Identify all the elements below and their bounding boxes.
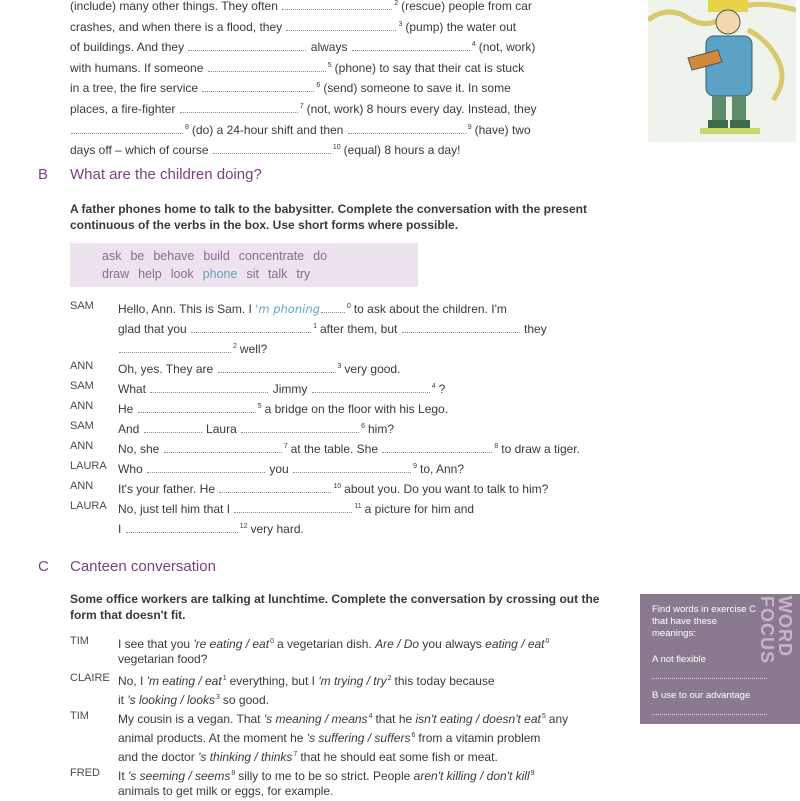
verb-choice[interactable]: 's looking / looks xyxy=(127,693,216,707)
word-focus-prompt: Find words in exercise C that have these meanings: xyxy=(652,604,757,639)
dialogue-line: it 's looking / looks$^3$ so good. xyxy=(118,693,269,707)
section-b-letter: B xyxy=(38,166,49,183)
dialogue-line: $^2$ well? xyxy=(70,337,630,357)
answer-blank[interactable] xyxy=(147,461,265,473)
verb-word: talk xyxy=(267,267,288,281)
paragraph-line: with humans. If someone $^5$ (phone) to say that their cat is stuck xyxy=(70,60,525,75)
section-b-instruction: A father phones home to talk to the babysitter. Complete the conversation with the present continuous of the verbs in the box. Use short forms where possible. xyxy=(70,202,587,232)
paragraph-line: crashes, and when there is a flood, they $^3$ (pump) the water out xyxy=(70,19,517,34)
fire-fighter-illustration xyxy=(648,0,796,142)
dialogue-line: glad that you $^1$ after them, but they xyxy=(118,322,547,336)
answer-blank[interactable] xyxy=(286,19,396,31)
answer-blank[interactable] xyxy=(208,60,326,72)
word-focus-title: WORD FOCUS xyxy=(757,596,795,664)
verb-choice[interactable]: 'm eating / eat xyxy=(146,674,222,688)
answer-blank[interactable] xyxy=(352,39,470,51)
answer-blank[interactable] xyxy=(71,122,183,134)
verb-row-1 xyxy=(102,249,336,263)
speaker-label: LAURA xyxy=(70,460,107,472)
dialogue-line: ANN It's your father. He $^{10}$ about you. Do you want to talk to him? xyxy=(70,477,630,497)
answer-blank[interactable] xyxy=(126,521,238,533)
dialogue-line: ANN He $^5$ a bridge on the floor with his Lego. xyxy=(70,397,630,417)
answer-blank[interactable] xyxy=(138,401,256,413)
dialogue-line: SAM Hello, Ann. This is Sam. I 'm phoning $^0$ to ask about the children. I'm xyxy=(70,297,630,317)
answer-blank[interactable] xyxy=(293,461,411,473)
verb-choice[interactable]: 'm trying / try xyxy=(318,674,387,688)
answer-blank[interactable] xyxy=(191,321,311,333)
answer-blank[interactable] xyxy=(119,341,231,353)
answer-blank[interactable] xyxy=(180,101,298,113)
verb-word: look xyxy=(170,267,194,281)
word-focus-item-a: A not flexible xyxy=(652,654,706,665)
section-b-title: What are the children doing? xyxy=(70,166,262,183)
section-c-dialogue xyxy=(70,632,630,800)
verb-word: concentrate xyxy=(238,249,305,263)
speaker-label: CLAIRE xyxy=(70,672,110,684)
answer-blank[interactable] xyxy=(202,80,314,92)
verb-word: be xyxy=(130,249,145,263)
word-focus-box xyxy=(640,594,800,724)
speaker-label: LAURA xyxy=(70,500,107,512)
paragraph-line: in a tree, the fire service $^6$ (send) someone to save it. In some xyxy=(70,81,511,96)
verb-word: build xyxy=(203,249,230,263)
speaker-label: ANN xyxy=(70,440,94,452)
exercise-a-paragraph xyxy=(70,0,590,160)
answer-blank[interactable] xyxy=(382,441,492,453)
answer-line xyxy=(652,678,767,679)
paragraph-line: (include) many other things. They often $^2$ (rescue) people from car xyxy=(70,0,532,13)
verb-choice[interactable]: 's seeming / seems xyxy=(128,769,231,783)
example-answer: 'm phoning xyxy=(255,302,320,316)
dialogue-line: TIM I see that you 're eating / eat$^0$ a vegetarian dish. Are / Do you always eating / eat$^0$ xyxy=(70,632,630,650)
verb-word: ask xyxy=(102,249,122,263)
section-c-letter: C xyxy=(38,558,49,575)
answer-blank[interactable] xyxy=(219,481,331,493)
dialogue-line: animal products. At the moment he 's suffering / suffers$^6$ from a vitamin problem xyxy=(118,731,541,745)
dialogue-line: ANN Oh, yes. They are $^3$ very good. xyxy=(70,357,630,377)
dialogue-line: SAM What Jimmy $^4$ ? xyxy=(70,377,630,397)
paragraph-line: of buildings. And they always $^4$ (not, work) xyxy=(70,40,536,55)
verb-choice[interactable]: isn't eating / doesn't eat xyxy=(415,712,541,726)
paragraph-line: days off – which of course $^{10}$ (equal) 8 hours a day! xyxy=(70,143,461,158)
dialogue-line: I $^{12}$ very hard. xyxy=(118,522,304,536)
verb-word: do xyxy=(313,249,328,263)
dialogue-line: vegetarian food? xyxy=(118,652,208,666)
answer-blank[interactable] xyxy=(188,39,306,51)
answer-blank[interactable] xyxy=(241,421,359,433)
answer-line xyxy=(652,714,767,715)
verb-choice[interactable]: aren't killing / don't kill xyxy=(413,769,530,783)
verb-row-2 xyxy=(102,267,319,281)
word-focus-item-b: B use to our advantage xyxy=(652,690,751,701)
verb-choice[interactable]: 's suffering / suffers xyxy=(306,731,411,745)
dialogue-line: SAM And Laura $^6$ him? xyxy=(70,417,630,437)
speaker-label: SAM xyxy=(70,380,94,392)
speaker-label: SAM xyxy=(70,420,94,432)
section-c-title: Canteen conversation xyxy=(70,558,216,575)
verb-choice[interactable]: 's meaning / means xyxy=(263,712,368,726)
dialogue-line: LAURA Who you $^9$ to, Ann? xyxy=(70,457,630,477)
speaker-label: TIM xyxy=(70,710,89,722)
answer-blank[interactable] xyxy=(213,142,331,154)
dialogue-line: TIM My cousin is a vegan. That 's meaning / means$^4$ that he isn't eating / doesn't eat$^5$ any xyxy=(70,707,630,726)
dialogue-line: FRED It 's seeming / seems$^8$ silly to me to be so strict. People aren't killing / don't kill$^9$ xyxy=(70,764,630,782)
answer-blank[interactable] xyxy=(234,501,352,513)
verb-word: help xyxy=(138,267,162,281)
answer-blank[interactable] xyxy=(282,0,392,10)
dialogue-line: ANN No, she $^7$ at the table. She $^8$ to draw a tiger. xyxy=(70,437,630,457)
speaker-label: ANN xyxy=(70,480,94,492)
paragraph-line: $^8$ (do) a 24-hour shift and then $^9$ (have) two xyxy=(70,119,590,140)
answer-blank[interactable] xyxy=(150,381,268,393)
speaker-label: ANN xyxy=(70,360,94,372)
verb-word: try xyxy=(296,267,311,281)
answer-blank[interactable] xyxy=(312,381,430,393)
verb-choice[interactable]: 's thinking / thinks xyxy=(198,750,293,764)
verb-word: behave xyxy=(153,249,195,263)
answer-blank[interactable] xyxy=(348,122,466,134)
dialogue-line: LAURA No, just tell him that I $^{11}$ a picture for him and xyxy=(70,497,630,517)
section-c-instruction: Some office workers are talking at lunchtime. Complete the conversation by crossing out the form that doesn't fit. xyxy=(70,592,600,622)
verb-choice[interactable]: Are / Do xyxy=(375,637,420,651)
speaker-label: TIM xyxy=(70,635,89,647)
answer-blank[interactable] xyxy=(218,361,336,373)
verb-word: draw xyxy=(102,267,130,281)
verb-word: sit xyxy=(246,267,259,281)
dialogue-line: CLAIRE No, I 'm eating / eat$^1$ everything, but I 'm trying / try$^2$ this today because xyxy=(70,669,630,688)
verb-word-used: phone xyxy=(202,267,238,281)
verb-choice[interactable]: 're eating / eat xyxy=(193,637,270,651)
dialogue-line: and the doctor 's thinking / thinks$^7$ that he should eat some fish or meat. xyxy=(118,750,498,764)
answer-blank[interactable] xyxy=(164,441,282,453)
speaker-label: ANN xyxy=(70,400,94,412)
speaker-label: SAM xyxy=(70,300,94,312)
dialogue-line: animals to get milk or eggs, for example. xyxy=(118,784,334,798)
answer-blank[interactable] xyxy=(144,421,202,433)
section-b-dialogue xyxy=(70,297,630,537)
verb-choice[interactable]: eating / eat xyxy=(485,637,545,651)
paragraph-line: places, a fire-fighter $^7$ (not, work) 8 hours every day. Instead, they xyxy=(70,101,537,116)
verb-box xyxy=(70,243,418,287)
speaker-label: FRED xyxy=(70,767,100,779)
answer-blank[interactable] xyxy=(402,321,520,333)
